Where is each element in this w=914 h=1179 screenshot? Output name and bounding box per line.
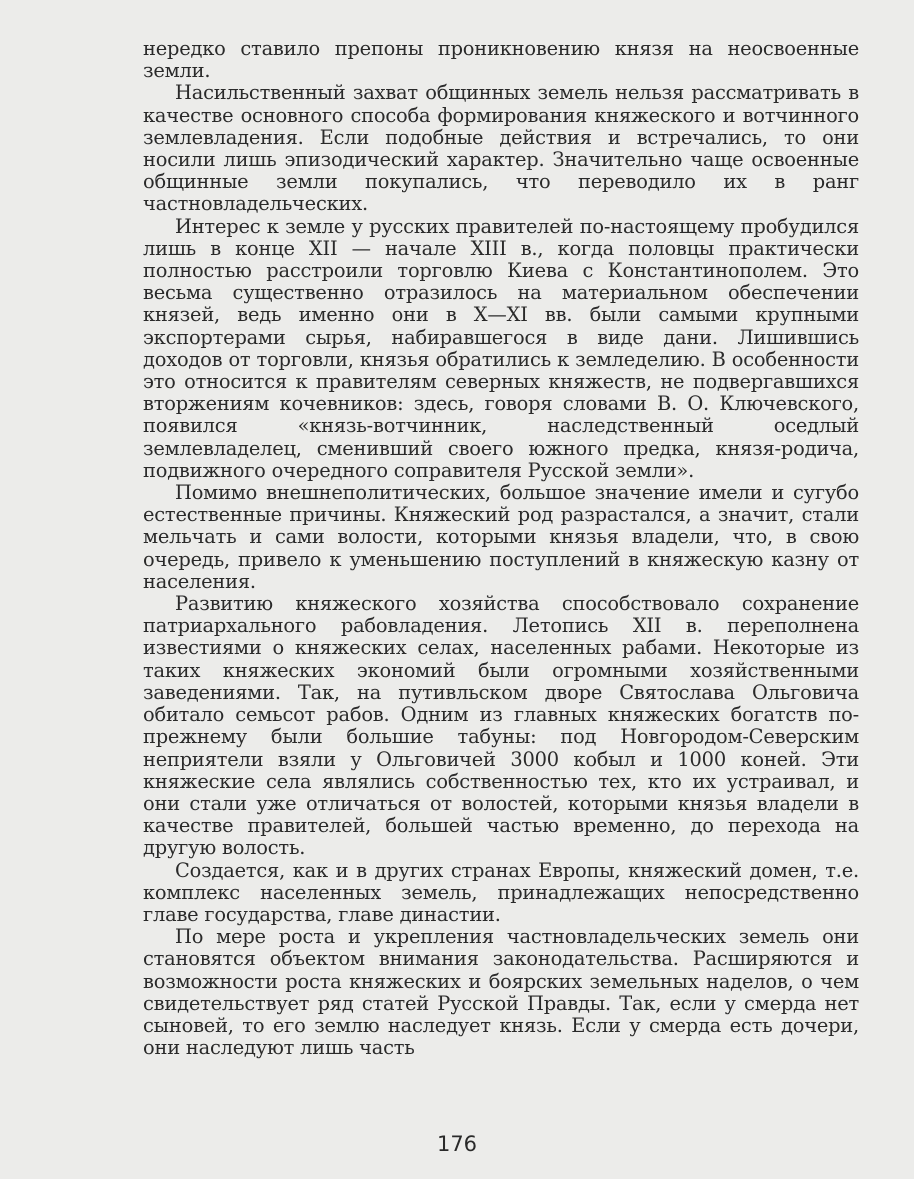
paragraph-natural-causes: Помимо внешнеполитических, большое значение имели и сугубо естественные причины. Княжеский род разрастался, а значит, стали мельчать и сами волости, которыми князья владели, что, в свою очередь, привело к уменьшению поступлений в княжескую казну от населения.: [143, 481, 859, 593]
paragraph-legislation: По мере роста и укрепления частновладельческих земель они становятся объектом внимания законодательства. Расширяются и возможности роста княжеских и боярских земельных наделов, о чем свидетельствует ряд статей Русской Правды. Так, если у смерда нет сыновей, то его землю наследует князь. Если у смерда есть дочери, они наследуют лишь часть: [143, 925, 859, 1060]
page-body: [143, 38, 859, 1059]
paragraph-slave-holding: Развитию княжеского хозяйства способствовало сохранение патриархального рабовладения. Летопись XII в. переполнена известиями о княжеских селах, населенных рабами. Некоторые из таких княжеских экономий были огромными хозяйственными заведениями. Так, на путивльском дворе Святослава Ольговича обитало семьсот рабов. Одним из главных княжеских богатств по-прежнему были большие табуны: под Новгородом-Северским неприятели взяли у Ольговичей 3000 кобыл и 1000 коней. Эти княжеские села являлись собственностью тех, кто их устраивал, и они стали уже отличаться от волостей, которыми князья владели в качестве правителей, большей частью временно, до перехода на другую волость.: [143, 592, 859, 860]
paragraph-princely-domain: Создается, как и в других странах Европы, княжеский домен, т.е. комплекс населенных земель, принадлежащих непосредственно главе государства, главе династии.: [143, 858, 859, 926]
page-number: 176: [436, 1132, 478, 1156]
paragraph-continuation: нередко ставило препоны проникновению князя на неосвоенные земли.: [143, 37, 859, 83]
paragraph-interest-in-land: Интерес к земле у русских правителей по-настоящему пробудился лишь в конце XII — начале XIII в., когда половцы практически полностью расстроили торговлю Киева с Константинополем. Это весьма существенно отразилось на материальном обеспечении князей, ведь именно они в X—XI вв. были самыми крупными экспортерами сырья, набиравшегося в виде дани. Лишившись доходов от торговли, князья обратились к земледелию. В особенности это относится к правителям северных княжеств, не подвергавшихся вторжениям кочевников: здесь, говоря словами В. О. Ключевского, появился «князь-вотчинник, наследственный оседлый землевладелец, сменивший своего южного предка, князя-родича, подвижного очередного соправителя Русской земли».: [143, 214, 859, 482]
paragraph-violent-seizure: Насильственный захват общинных земель нельзя рассматривать в качестве основного способа формирования княжеского и вотчинного землевладения. Если подобные действия и встречались, то они носили лишь эпизодический характер. Значительно чаще освоенные общинные земли покупались, что переводило их в ранг частновладельческих.: [143, 81, 859, 216]
